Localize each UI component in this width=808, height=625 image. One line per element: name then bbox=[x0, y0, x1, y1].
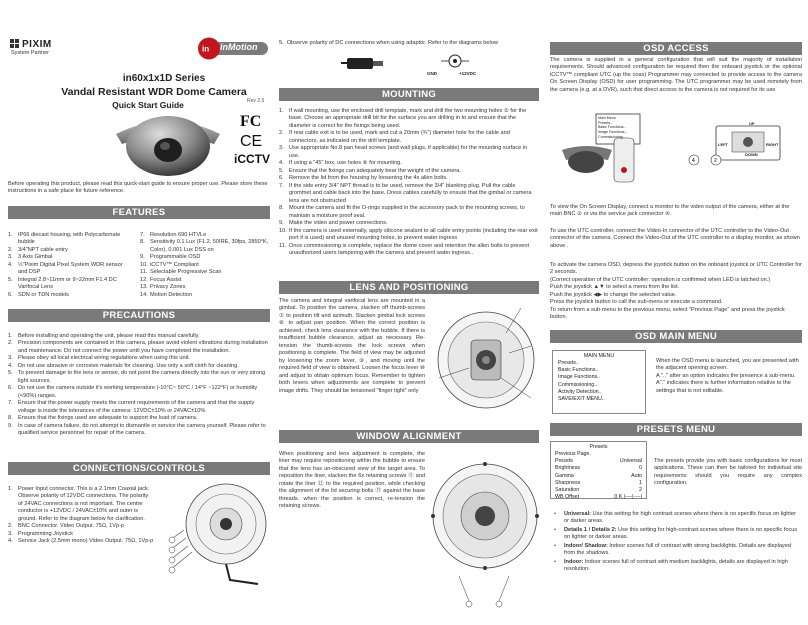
list-number: 4. bbox=[279, 160, 284, 167]
osd-access-diagram bbox=[556, 112, 796, 194]
list-item bbox=[8, 370, 270, 385]
list-text: If the camera is used externally, apply silicone sealant to all cable entry points (including the rear exit port if is used) and unused mounting holes, to prevent water ingress bbox=[289, 227, 538, 242]
text-line: Push the joystick ◀▶ to change the selected value. bbox=[550, 291, 677, 298]
list-number: 5. bbox=[8, 370, 13, 377]
list-text: Before installing and operating the unit, please read this manual carefully. bbox=[18, 333, 200, 339]
list-text: Programmable OSD bbox=[150, 254, 201, 261]
model-name: in60x1x1D Series bbox=[122, 73, 206, 84]
list-number: 1. bbox=[8, 333, 13, 339]
dome-camera-illustration bbox=[108, 106, 228, 182]
text-line: Main Menu bbox=[598, 116, 616, 120]
list-number: 4. bbox=[8, 538, 13, 545]
list-item bbox=[279, 108, 539, 130]
list-number: 12. bbox=[140, 276, 148, 283]
preset-detail: Use this setting for high-contrast scenes where there is no specific focus on lighter or darker areas. bbox=[564, 526, 798, 541]
main-menu-box bbox=[552, 350, 646, 414]
preset-detail: Indoor scenes full of contrast with medium backlights, details are displayed in high resolution. bbox=[564, 558, 788, 573]
window-heading: WINDOW ALIGNMENT bbox=[279, 430, 539, 443]
quick-start-subtitle: Quick Start Guide bbox=[112, 100, 184, 110]
list-number: 9. bbox=[140, 254, 145, 261]
preset-row bbox=[555, 487, 642, 494]
osd-access-intro: The camera is supplied in a general configuration that will suit the majority of installation requirements. Should advanced configuration be required then the onboard joystick or the optional iCCTV™ compliant UTC (up the coax) Programmer may connected to provide access to the camera On Screen Display (OSD) for user programming. The UTC programmer may be used remotely from the camera (e.g. at a DVR), such that direct access to the camera is not required for its use bbox=[550, 57, 802, 93]
preset-label: Brightness bbox=[555, 465, 581, 472]
text-line: Basic Functions.. bbox=[558, 367, 599, 374]
list-text: Service Jack (2.5mm mono) Video Output. 75Ω, 1Vp-p bbox=[18, 538, 154, 545]
list-text: If wall mounting, use the enclosed drill template, mark and drill the two mounting holes ⑤ for the base. Choose an appropriate drill bit for the surface you are drilling in to and ensure that the diameter is correct for the fixings being used. bbox=[289, 108, 527, 129]
preset-value: Auto bbox=[631, 472, 642, 479]
list-number: 14. bbox=[140, 291, 148, 298]
text-line: Activity Detection.. bbox=[558, 388, 602, 395]
list-text: Programming Joystick bbox=[18, 530, 74, 537]
presets-text: The presets provide you with basic configurations for most applications. These can then be tailored for individual site requirements should you require any complex configuration. bbox=[654, 458, 802, 487]
preset-value: 2 bbox=[639, 486, 642, 493]
preset-value: 0 K |----|----| bbox=[614, 493, 642, 500]
list-text: Once commissioning is complete, replace the dome cover and retention the allen bolts to prevent unauthorized users tampering with the camera and prevent water ingress.. bbox=[289, 242, 530, 257]
text-line: A"." indicates there is further information relative to the settings that is not editable. bbox=[656, 380, 791, 394]
joystick-right-label: RIGHT bbox=[766, 142, 779, 147]
list-text: Power Input connector. This is a 2.1mm Coaxial jack. Observe polarity of 12VDC connections. The polarity of 24VAC connections is not important. The centre conductor is +12VDC / 24VAC±10% and outer is ground. Refer to the diagram below for clarification. bbox=[18, 486, 150, 522]
text-line: Commissioning... bbox=[598, 134, 626, 139]
preset-value: Universal bbox=[619, 458, 642, 465]
list-item bbox=[8, 538, 154, 545]
pixim-wordmark: PIXIM bbox=[22, 39, 52, 50]
text-line: When the OSD menu is launched, you are presented with the adjacent opening screen. bbox=[656, 358, 799, 372]
intro-text: Before operating this product, please read this quick-start guide to ensure proper use. Please store these instructions in a safe place for future reference. bbox=[8, 181, 268, 195]
list-item bbox=[279, 175, 539, 182]
list-text: SDN or TDN models bbox=[18, 291, 69, 298]
list-item bbox=[8, 531, 154, 538]
list-number: 7. bbox=[8, 400, 13, 407]
list-text: 3/4"NPT cable entry bbox=[18, 246, 68, 253]
list-number: 7. bbox=[140, 232, 145, 238]
list-number: 5. bbox=[279, 167, 284, 174]
main-menu-heading: MAIN MENU bbox=[583, 353, 615, 359]
inmotion-logo bbox=[196, 37, 272, 61]
preset-description bbox=[554, 543, 802, 558]
bullet-icon: • bbox=[554, 558, 556, 565]
list-text: Ensure that the fixings can adequately bear the weight of the camera. bbox=[289, 167, 461, 174]
preset-row bbox=[555, 451, 642, 458]
preset-row bbox=[555, 465, 642, 472]
list-number: 3. bbox=[8, 254, 13, 261]
osd-access-heading: OSD ACCESS bbox=[550, 42, 802, 55]
list-text: Ensure that the power supply meets the current requirements of the camera and that the supply voltage is inside the tolerances of the camera: 12VDC±10% or 24VAC±10% bbox=[18, 400, 255, 414]
list-item bbox=[8, 423, 270, 438]
pixim-logo bbox=[8, 38, 70, 58]
list-text: Do not use the camera outside it’s working temperature (-10°C~ 50°C / 14°F ~122°F) or humidity (<90%) ranges. bbox=[18, 385, 258, 399]
list-text: Privacy Zones bbox=[150, 284, 186, 291]
list-text: ½"Pixim Digital Pixel System WDR sensor and DSP bbox=[18, 261, 123, 276]
features-heading: FEATURES bbox=[8, 206, 270, 219]
list-item bbox=[140, 292, 270, 299]
precautions-heading: PRECAUTIONS bbox=[8, 309, 270, 322]
list-item bbox=[140, 239, 270, 254]
list-text: Mount the camera and fit the O-rings supplied in the accessory pack to the mounting screws, to maintain a moisture proof seal. bbox=[289, 205, 525, 219]
preset-row bbox=[555, 458, 642, 465]
list-item bbox=[140, 254, 270, 261]
preset-label: Sharpness bbox=[555, 479, 581, 486]
osd-screen-preview bbox=[598, 116, 638, 139]
list-number: 2. bbox=[8, 246, 13, 253]
preset-name: Details 1 / Details 2: bbox=[564, 526, 619, 533]
list-item bbox=[8, 385, 270, 400]
list-number: 3. bbox=[8, 355, 13, 362]
text-line: Basic Functions... bbox=[598, 125, 627, 130]
features-list-left bbox=[8, 232, 133, 299]
list-item bbox=[8, 486, 154, 523]
list-number: 3. bbox=[279, 145, 284, 152]
list-text: Focus Assist bbox=[150, 276, 182, 283]
preset-description bbox=[554, 559, 802, 574]
preset-value: 0 bbox=[639, 465, 642, 472]
list-item bbox=[8, 247, 133, 254]
list-item bbox=[279, 243, 539, 258]
list-text: Use appropriate No.8 pan head screws (and wall plugs, if applicable) for the mounting surface in use. bbox=[289, 145, 528, 159]
list-item bbox=[8, 232, 133, 247]
main-menu-items bbox=[558, 360, 640, 403]
list-item bbox=[8, 355, 270, 362]
list-item bbox=[8, 415, 270, 422]
list-number: 11. bbox=[140, 269, 148, 276]
list-number: 6. bbox=[8, 291, 13, 298]
list-item bbox=[140, 262, 270, 269]
list-text: Selectable Progressive Scan bbox=[150, 269, 222, 276]
list-text: Ensure that the fixings used are adequate to support the load of camera. bbox=[18, 415, 198, 422]
presets-box-heading: Presets bbox=[589, 444, 608, 450]
list-number: 6. bbox=[279, 175, 284, 182]
list-number: 9. bbox=[279, 220, 284, 227]
joystick-down-label: DOWN bbox=[745, 152, 758, 157]
list-text: If the side entry 3/4" NPT thread is to be used, remove the 3/4" blanking plug. Pull the cable grommet and cable back into the base. Dress cables carefully to ensure that the gimbal or camera lens are not obstructed bbox=[289, 182, 532, 204]
text-line: Push the joystick ▲▼ to select a menu from the list. bbox=[550, 284, 680, 291]
text-line: To return from a sub-menu to the previous menu, select "Previous Page" and press the joystick button. bbox=[550, 306, 785, 321]
preset-value: 1 bbox=[639, 479, 642, 486]
text-line: To activate the camera OSD, depress the joystick button on the onboard joystick or UTC Controller for 2 seconds. bbox=[550, 262, 802, 276]
list-number: 1. bbox=[8, 232, 13, 238]
list-item bbox=[279, 228, 539, 243]
system-partner-label: System Partner bbox=[11, 50, 49, 56]
window-text: When positioning and lens adjustment is complete, the liner may require repositioning within the bubble to ensure that the lens has un-obscured view of the target area. To reposition the liner, slacken the 6x retaining screws ⑪ and rotate the liner ⑫ to the required position, while checking the alignment of the lid securing bolts ⑬ against the base threads. when the position is correct, re-tension the retaining screws. bbox=[279, 451, 425, 510]
fc-mark: FC bbox=[240, 113, 262, 130]
list-number: 3. bbox=[8, 530, 13, 537]
list-text: Please obey all local electrical wiring regulations when using this unit. bbox=[18, 355, 190, 362]
lens-text: The camera and integral varifocal lens are mounted in a gimbal. To position the camera, slacken off thumb-screws ⑦ to position tilt and azimuth. Slacken gimbal lock screws ⑧ to adjust pan position. When the correct position is achieved, check lens clearance with the bubble. If there is insufficient bubble clearance, adjust as necessary. Re-tension the thumb-screws the lock screws when positioning is complete. The field of view may be adjusted by loosening the zoom lever, ⑨, and moving until the required field of view is obtained. Loosen the focus lever ⑩ and adjust to obtain optimum focus. Remember to tighten both levers when adjustments are complete to prevent image drifts. They should be tensioned "finger tight" only bbox=[279, 298, 425, 394]
presets-box bbox=[550, 441, 647, 499]
preset-row bbox=[555, 494, 642, 501]
bullet-icon: • bbox=[554, 511, 556, 517]
connections-list bbox=[8, 486, 154, 546]
list-item bbox=[279, 168, 539, 175]
list-number: 2. bbox=[8, 340, 13, 347]
svg-text:4: 4 bbox=[692, 158, 695, 164]
list-item bbox=[140, 232, 270, 239]
list-text: Precision components are contained in this camera, please avoid violent vibrations during installation and maintenance. Do not connect the power until you have completed the installation. bbox=[18, 340, 268, 354]
list-number: 8. bbox=[8, 415, 13, 422]
text-line: Presets... bbox=[598, 120, 614, 125]
bullet-icon: • bbox=[554, 526, 556, 533]
list-text: Sensitivity 0.1 Lux (F1.2, 50IRE, 30fps, 2850°K, Color), 0.001 Lux DSS on bbox=[150, 239, 269, 253]
connections-item-5: 5. Observe polarity of DC connections when using adaptor. Refer to the diagrams below bbox=[279, 40, 498, 46]
list-item bbox=[8, 254, 133, 261]
osd-access-utc: To use the UTC controller, connect the Video-In connector of the UTC controller to the Video-Out connector of the camera. Connect the Video-Out of the UTC controller to a display monitor, as shown above . bbox=[550, 228, 800, 249]
text-line: (Correct operation of the UTC controller: operation is confirmed when LED is latched on.) bbox=[550, 276, 771, 283]
preset-description bbox=[554, 511, 802, 526]
connections-diagram bbox=[168, 480, 272, 588]
features-list-right bbox=[140, 232, 270, 299]
joystick-left-label: LEFT bbox=[718, 142, 728, 147]
ce-mark: CE bbox=[240, 133, 263, 150]
text-line: A ".." after an option indicates the presence a sub-menu. bbox=[656, 372, 796, 379]
window-diagram bbox=[429, 446, 539, 618]
list-number: 1. bbox=[279, 108, 284, 114]
mounting-list bbox=[279, 108, 539, 258]
list-number: 2. bbox=[8, 523, 13, 530]
osd-main-text bbox=[656, 358, 802, 395]
list-number: 1. bbox=[8, 486, 13, 492]
list-text: Make the video and power connections. bbox=[289, 220, 388, 227]
list-text: iCCTV™ Compliant bbox=[150, 261, 199, 268]
list-number: 4. bbox=[8, 362, 13, 369]
precautions-list bbox=[8, 333, 270, 438]
list-number: 4. bbox=[8, 261, 13, 268]
presets-heading: PRESETS MENU bbox=[550, 423, 802, 436]
list-number: 9. bbox=[8, 422, 13, 429]
list-item bbox=[279, 183, 539, 205]
preset-name: Indoor/ Shadow: bbox=[564, 542, 610, 549]
text-line: Press the joystick button to call the sub-menu or execute a command. bbox=[550, 299, 723, 306]
list-item bbox=[8, 523, 154, 530]
list-text: BNC Connector. Video Output. 75Ω, 1Vp-p bbox=[18, 523, 125, 530]
list-number: 10. bbox=[140, 261, 148, 268]
preset-label: WB Offset bbox=[555, 493, 580, 500]
preset-row bbox=[555, 480, 642, 487]
svg-text:in: in bbox=[202, 44, 210, 54]
list-item bbox=[140, 277, 270, 284]
list-text: Integral 2.8~11mm or 9~22mm F1.4 DC Varifocal Lens bbox=[18, 276, 117, 291]
list-number: 7. bbox=[279, 182, 284, 189]
text-line: Presets.. bbox=[558, 360, 579, 367]
text-line: Image Functions.. bbox=[558, 374, 601, 381]
list-number: 8. bbox=[140, 239, 145, 246]
preset-label: Previous Page. bbox=[555, 451, 591, 458]
list-number: 13. bbox=[140, 284, 148, 291]
list-item bbox=[8, 340, 270, 355]
list-item bbox=[279, 160, 539, 167]
preset-label: Presets bbox=[555, 458, 573, 465]
preset-name: Universal: bbox=[564, 511, 593, 517]
lens-heading: LENS AND POSITIONING bbox=[279, 281, 539, 294]
text-line: Image Functions... bbox=[598, 130, 628, 135]
preset-detail: Use this setting for high contrast scenes where there is no specific focus on lighter or darker areas. bbox=[564, 511, 796, 525]
connections-heading: CONNECTIONS/CONTROLS bbox=[8, 462, 270, 475]
mounting-heading: MOUNTING bbox=[279, 88, 539, 101]
list-item bbox=[279, 220, 539, 227]
list-item bbox=[279, 130, 539, 145]
icctv-logo: iCCTV bbox=[234, 152, 270, 166]
svg-text:2: 2 bbox=[714, 158, 717, 164]
osd-access-view: To view the On Screen Display, connect a monitor to the video output of the camera, either at the main BNC ② or via the service jack connector ④. bbox=[550, 204, 790, 218]
list-item bbox=[140, 269, 270, 276]
list-item bbox=[8, 277, 133, 292]
list-number: 5. bbox=[8, 276, 13, 283]
list-text: Do not use abrasive or corrosive materials for cleaning. Use only a soft cloth for cleaning. bbox=[18, 362, 239, 369]
preset-name: Indoor: bbox=[564, 558, 585, 565]
preset-label: Gamma bbox=[555, 472, 574, 479]
presets-list bbox=[554, 511, 802, 575]
osd-access-instructions bbox=[550, 262, 802, 322]
osd-main-heading: OSD MAIN MENU bbox=[550, 330, 802, 343]
text-line: SAVE/EXIT MENU.. bbox=[558, 395, 605, 402]
list-number: 11. bbox=[279, 242, 287, 249]
list-item bbox=[279, 205, 539, 220]
product-title: Vandal Resistant WDR Dome Camera bbox=[61, 86, 247, 98]
list-item bbox=[140, 284, 270, 291]
list-item bbox=[8, 333, 270, 340]
list-item bbox=[8, 292, 133, 299]
list-text: Remove the lid from the housing by loosening the 4x allen bolts. bbox=[289, 175, 448, 182]
joystick-up-label: UP bbox=[749, 121, 755, 126]
inmotion-wordmark: inMotion bbox=[220, 42, 258, 52]
list-number: 10. bbox=[279, 227, 287, 234]
lens-diagram bbox=[431, 298, 537, 420]
list-number: 6. bbox=[8, 385, 13, 392]
list-number: 8. bbox=[279, 205, 284, 212]
list-text: 3 Axis Gimbal bbox=[18, 254, 53, 261]
list-text: If rear cable exit is to be used, mark and cut a 20mm (¾") diameter hole for the cable and connectors, as indicated on the drill template. bbox=[289, 130, 510, 144]
presets-rows bbox=[555, 451, 642, 501]
revision: Rev 2.5 bbox=[247, 98, 265, 104]
preset-description bbox=[554, 527, 802, 542]
text-line: Commissioning.. bbox=[558, 381, 598, 388]
list-text: To prevent damage to the lens or sensor, do not point the camera directly into the sun or very strong light sources. bbox=[18, 370, 266, 384]
list-item bbox=[279, 145, 539, 160]
list-text: In case of camera failure, do not attempt to dismantle or service the camera yourself. Please refer to qualified service personnel for repair of the camera. bbox=[18, 422, 266, 437]
preset-label: Saturation bbox=[555, 486, 580, 493]
bullet-icon: • bbox=[554, 542, 556, 549]
volt-label: +12VDC bbox=[459, 71, 477, 76]
list-item bbox=[8, 262, 133, 277]
list-text: Motion Detection bbox=[150, 291, 192, 298]
list-item bbox=[8, 400, 270, 415]
list-text: Resolution 690 HTVLe bbox=[150, 232, 207, 238]
list-number: 2. bbox=[279, 130, 284, 137]
pixim-mark-icon bbox=[10, 39, 20, 49]
preset-row bbox=[555, 473, 642, 480]
list-text: If using a "45" box, use holes ⑥ for mounting. bbox=[289, 160, 402, 167]
list-item bbox=[8, 363, 270, 370]
preset-detail: Indoor scenes full of contrast with strong backlights. Details are displayed from the shadows. bbox=[564, 542, 791, 557]
list-text: IP66 diecast housing, with Polycarbonate bubble bbox=[18, 232, 121, 246]
gnd-label: GND bbox=[427, 71, 437, 76]
